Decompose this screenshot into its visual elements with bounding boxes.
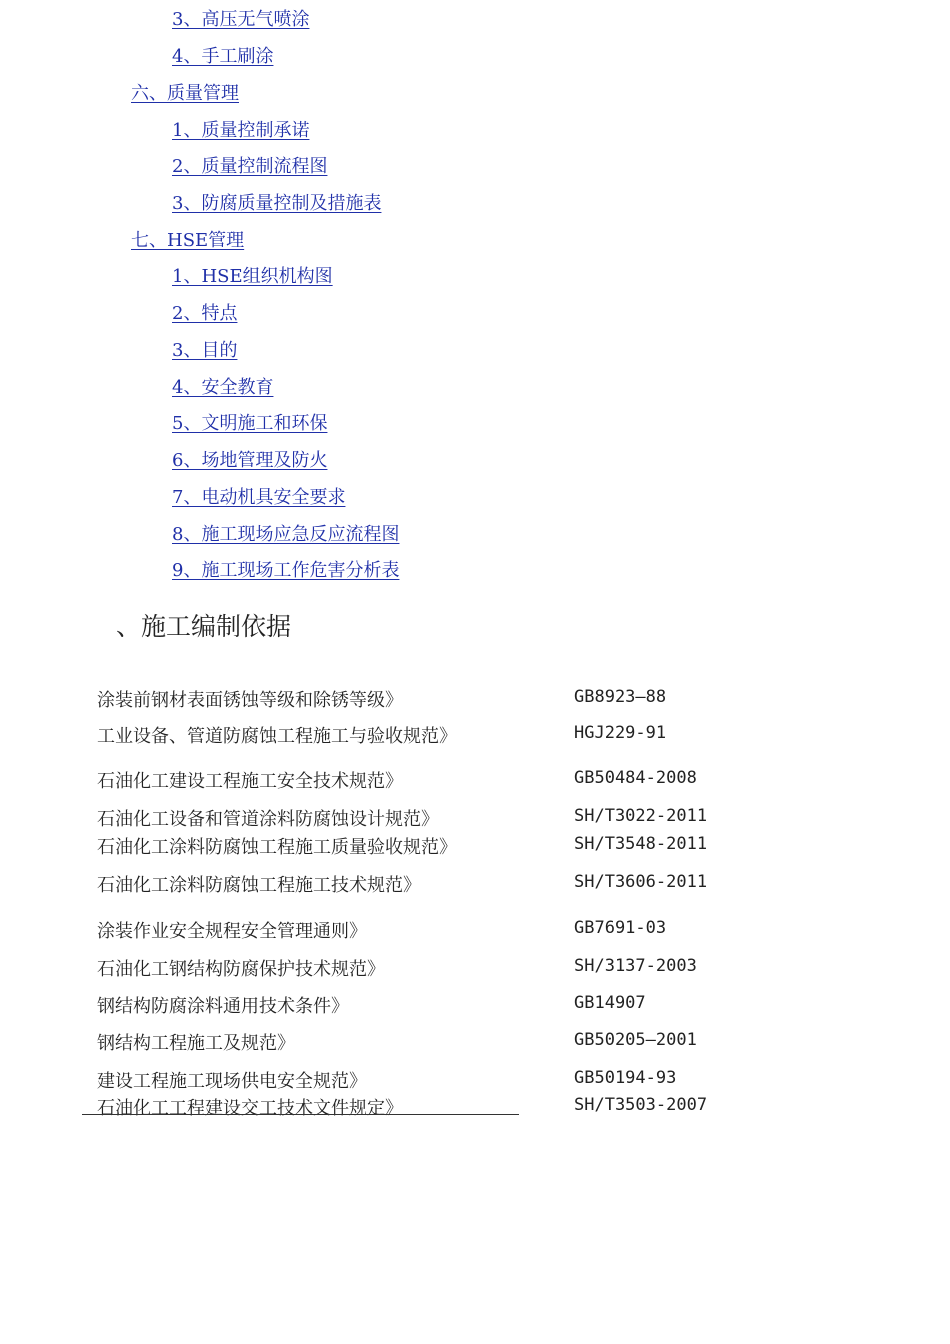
standard-name: 石油化工涂料防腐蚀工程施工质量验收规范》 <box>97 837 457 858</box>
toc-item-hse-management[interactable]: 七、HSE管理 <box>131 230 245 251</box>
standard-code: SH/T3606-2011 <box>574 872 708 892</box>
toc-item-purpose[interactable]: 3、目的 <box>172 340 238 361</box>
toc-item-high-pressure-airless-spraying[interactable]: 3、高压无气喷涂 <box>172 9 310 30</box>
standard-code: HGJ229-91 <box>574 723 667 743</box>
standard-name: 建设工程施工现场供电安全规范》 <box>97 1071 367 1092</box>
standard-name: 涂装前钢材表面锈蚀等级和除锈等级》 <box>97 690 403 711</box>
standard-code: GB50194-93 <box>574 1068 677 1088</box>
section-heading: 、施工编制依据 <box>116 612 292 641</box>
standard-code: GB7691-03 <box>574 918 667 938</box>
standard-code: SH/T3022-2011 <box>574 806 708 826</box>
toc-item-features[interactable]: 2、特点 <box>172 303 238 324</box>
toc-item-anticorrosion-quality-measures[interactable]: 3、防腐质量控制及措施表 <box>172 193 382 214</box>
toc-item-quality-management[interactable]: 六、质量管理 <box>131 83 239 104</box>
toc-item-job-hazard-analysis[interactable]: 9、施工现场工作危害分析表 <box>172 560 400 581</box>
toc-item-emergency-response-flowchart[interactable]: 8、施工现场应急反应流程图 <box>172 524 400 545</box>
standard-name: 石油化工钢结构防腐保护技术规范》 <box>97 959 385 980</box>
standard-code: SH/T3503-2007 <box>574 1095 708 1115</box>
standard-name: 钢结构工程施工及规范》 <box>97 1033 295 1054</box>
toc-item-quality-control-flowchart[interactable]: 2、质量控制流程图 <box>172 156 328 177</box>
horizontal-rule <box>82 1114 519 1115</box>
standard-name: 石油化工建设工程施工安全技术规范》 <box>97 771 403 792</box>
toc-item-power-tools-safety[interactable]: 7、电动机具安全要求 <box>172 487 346 508</box>
standard-code: SH/T3548-2011 <box>574 834 708 854</box>
toc-item-safety-education[interactable]: 4、安全教育 <box>172 377 274 398</box>
standard-name: 石油化工工程建设交工技术文件规定》 <box>97 1098 403 1119</box>
toc-item-site-management-fire[interactable]: 6、场地管理及防火 <box>172 450 328 471</box>
standard-name: 工业设备、管道防腐蚀工程施工与验收规范》 <box>97 726 457 747</box>
standard-code: GB50484-2008 <box>574 768 697 788</box>
standard-code: SH/3137-2003 <box>574 956 697 976</box>
toc-item-quality-control-commitment[interactable]: 1、质量控制承诺 <box>172 120 310 141</box>
standard-name: 钢结构防腐涂料通用技术条件》 <box>97 996 349 1017</box>
standard-name: 石油化工涂料防腐蚀工程施工技术规范》 <box>97 875 421 896</box>
toc-item-manual-brushing[interactable]: 4、手工刷涂 <box>172 46 274 67</box>
toc-item-civilized-construction[interactable]: 5、文明施工和环保 <box>172 413 328 434</box>
standard-code: GB8923—88 <box>574 687 667 707</box>
toc-item-hse-org-chart[interactable]: 1、HSE组织机构图 <box>172 266 333 287</box>
standard-name: 涂装作业安全规程安全管理通则》 <box>97 921 367 942</box>
standard-code: GB50205—2001 <box>574 1030 697 1050</box>
standard-name: 石油化工设备和管道涂料防腐蚀设计规范》 <box>97 809 439 830</box>
standard-code: GB14907 <box>574 993 646 1013</box>
